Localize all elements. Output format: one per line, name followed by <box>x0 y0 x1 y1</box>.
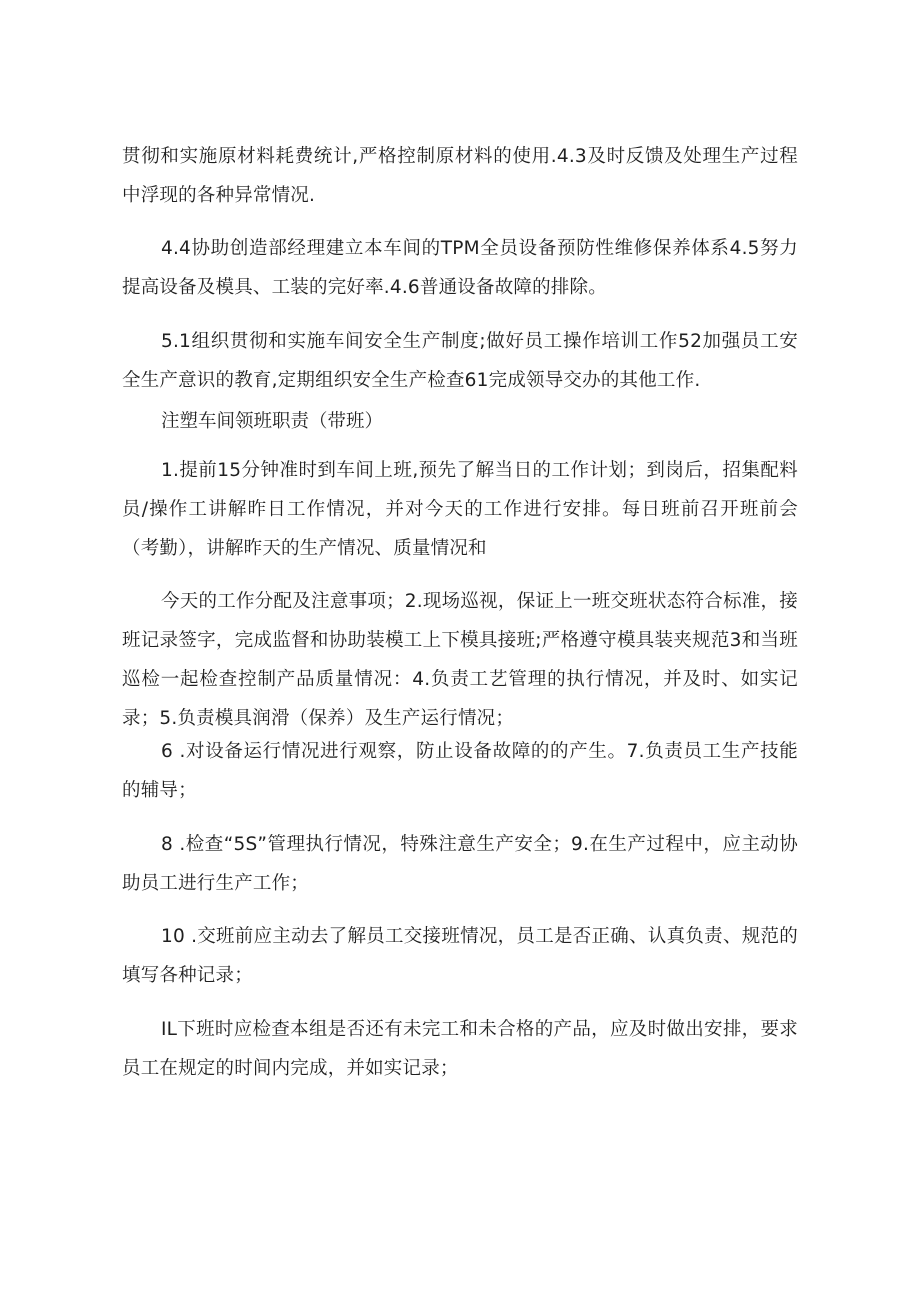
paragraph-duty-1: 1.提前15分钟准时到车间上班,预先了解当日的工作计划；到岗后，招集配料员/操作工讲解昨日工作情况，并对今天的工作进行安排。每日班前召开班前会（考勤），讲解昨天的生产情况、质量情况和 <box>122 460 798 559</box>
paragraph-duty-11: IL下班时应检查本组是否还有未完工和未合格的产品，应及时做出安排，要求员工在规定的时间内完成，并如实记录； <box>122 1019 798 1079</box>
paragraph-tpm-maintenance: 4.4协助创造部经理建立本车间的TPM全员设备预防性维修保养体系4.5努力提高设备及模具、工装的完好率.4.6普通设备故障的排除。 <box>122 238 798 298</box>
paragraph-duty-2-5: 今天的工作分配及注意事项；2.现场巡视，保证上一班交班状态符合标准，接班记录签字，完成监督和协助装模工上下模具接班;严格遵守模具装夹规范3和当班巡检一起检查控制产品质量情况：4.负责工艺管理的执行情况，并及时、如实记录；5.负责模具润滑（保养）及生产运行情况； <box>122 591 798 729</box>
paragraph-duty-6-7: 6 .对设备运行情况进行观察，防止设备故障的的产生。7.负责员工生产技能的辅导； <box>122 741 798 801</box>
paragraph-material-control: 贯彻和实施原材料耗费统计,严格控制原材料的使用.4.3及时反馈及处理生产过程中浮现的各种异常情况. <box>122 146 798 206</box>
paragraph-duty-10: 10 .交班前应主动去了解员工交接班情况，员工是否正确、认真负责、规范的填写各种记录； <box>122 926 798 986</box>
paragraph-duty-8-9: 8 .检查“5S”管理执行情况，特殊注意生产安全；9.在生产过程中，应主动协助员工进行生产工作； <box>122 834 798 894</box>
paragraph-safety-production: 5.1组织贯彻和实施车间安全生产制度;做好员工操作培训工作52加强员工安全生产意识的教育,定期组织安全生产检查61完成领导交办的其他工作. <box>122 331 798 391</box>
section-heading: 注塑车间领班职责（带班） <box>161 411 384 432</box>
